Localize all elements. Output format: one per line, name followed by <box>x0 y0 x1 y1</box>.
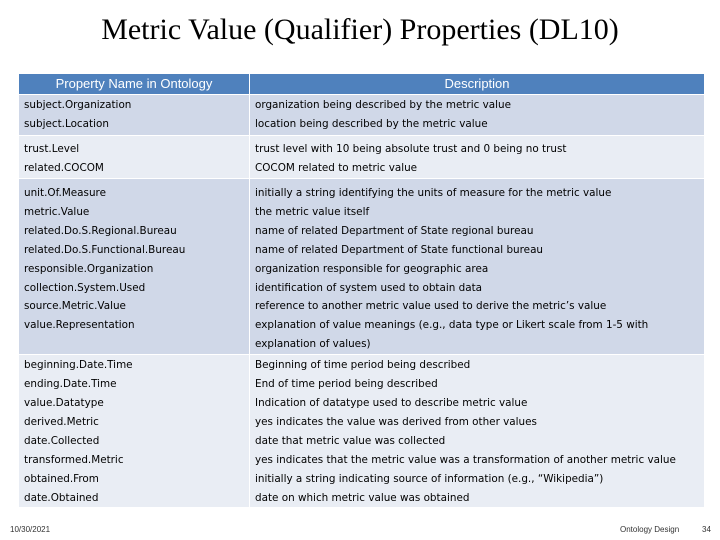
description-text: initially a string indicating source of information (e.g., “Wikipedia”) <box>255 472 604 485</box>
property-names-cell <box>19 95 250 136</box>
property-name: metric.Value <box>24 205 90 218</box>
property-name: subject.Location <box>24 117 109 130</box>
column-header-property-name: Property Name in Ontology <box>19 74 250 95</box>
description-text: COCOM related to metric value <box>255 161 418 174</box>
description-text: initially a string identifying the units of measure for the metric value <box>255 187 612 199</box>
description-cell <box>250 95 705 136</box>
description-text: name of related Department of State regional bureau <box>255 224 534 237</box>
description-text: explanation of value meanings (e.g., data type or Likert scale from 1-5 with <box>255 319 649 332</box>
property-names-cell <box>19 355 250 508</box>
property-names-cell <box>19 136 250 179</box>
page-number: 34 <box>702 525 711 534</box>
description-text: explanation of values) <box>255 338 371 351</box>
property-name: date.Collected <box>24 434 100 447</box>
property-name: transformed.Metric <box>24 453 124 466</box>
property-name: ending.Date.Time <box>24 378 117 391</box>
description-text: organization being described by the metric value <box>255 99 511 111</box>
description-text: name of related Department of State functional bureau <box>255 243 544 256</box>
footer-date: 10/30/2021 <box>10 525 51 534</box>
table-header-row <box>19 74 705 95</box>
property-name: related.Do.S.Regional.Bureau <box>24 224 177 237</box>
property-name: related.COCOM <box>24 161 104 174</box>
property-name: responsible.Organization <box>24 262 154 275</box>
property-name: unit.Of.Measure <box>24 187 106 199</box>
description-text: reference to another metric value used to derive the metric’s value <box>255 300 607 313</box>
description-text: the metric value itself <box>255 205 370 218</box>
description-cell <box>250 179 705 355</box>
description-text: location being described by the metric value <box>255 117 488 130</box>
description-text: End of time period being described <box>255 378 438 391</box>
table-row <box>19 95 705 136</box>
description-text: date that metric value was collected <box>255 434 446 447</box>
footer-center-text: Ontology Design <box>620 525 680 534</box>
property-name: value.Representation <box>24 319 135 332</box>
properties-table <box>18 73 705 508</box>
property-name: related.Do.S.Functional.Bureau <box>24 243 186 256</box>
property-name: collection.System.Used <box>24 281 146 294</box>
description-text: trust level with 10 being absolute trust and 0 being no trust <box>255 143 567 155</box>
table-row <box>19 355 705 508</box>
description-text: organization responsible for geographic area <box>255 262 489 275</box>
property-name: subject.Organization <box>24 99 132 111</box>
page-title: Metric Value (Qualifier) Properties (DL10) <box>101 13 619 46</box>
description-text: yes indicates that the metric value was a transformation of another metric value <box>255 453 676 466</box>
property-name: obtained.From <box>24 472 99 485</box>
description-cell <box>250 136 705 179</box>
property-names-cell <box>19 179 250 355</box>
property-name: date.Obtained <box>24 491 99 504</box>
table-row <box>19 136 705 179</box>
description-text: yes indicates the value was derived from other values <box>255 415 537 428</box>
property-name: value.Datatype <box>24 396 104 409</box>
description-text: Beginning of time period being described <box>255 359 471 372</box>
table-row <box>19 179 705 355</box>
property-name: trust.Level <box>24 143 80 155</box>
description-text: identification of system used to obtain data <box>255 281 483 294</box>
property-name: derived.Metric <box>24 415 99 428</box>
description-text: Indication of datatype used to describe metric value <box>255 396 528 409</box>
description-text: date on which metric value was obtained <box>255 491 470 504</box>
property-name: source.Metric.Value <box>24 300 126 313</box>
description-cell <box>250 355 705 508</box>
column-header-description: Description <box>250 74 705 95</box>
property-name: beginning.Date.Time <box>24 359 133 372</box>
